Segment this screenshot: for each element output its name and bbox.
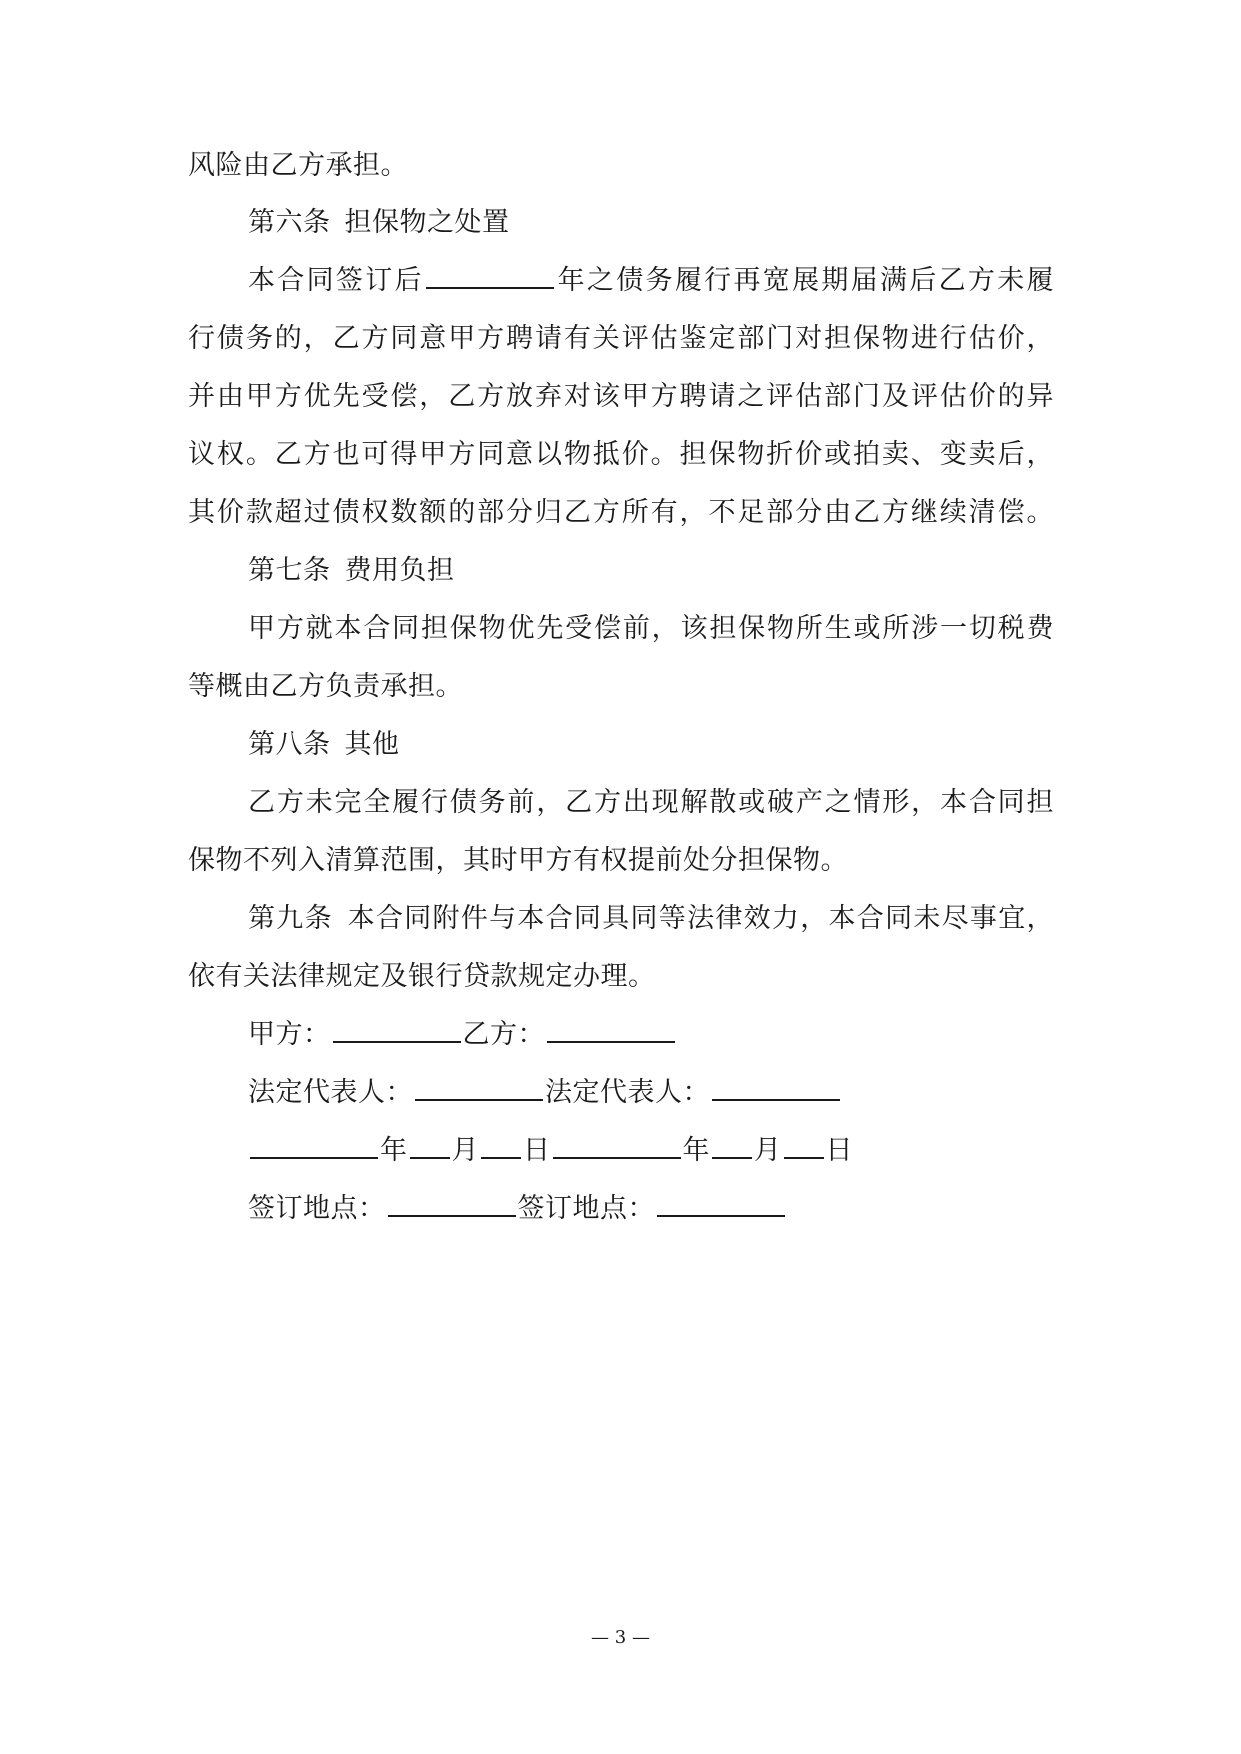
paragraph-line [188,957,1054,997]
legal-rep-a-blank [415,1075,543,1101]
month-label: 月 [451,1135,479,1166]
day-label: 日 [825,1135,853,1166]
article-8-heading [248,725,1054,765]
paragraph-line [188,377,1054,417]
signature-legal-reps [248,1073,1054,1113]
year-b-blank [553,1133,681,1159]
paragraph-line [188,841,1054,881]
legal-rep-a-label: 法定代表人： [248,1077,413,1108]
legal-rep-b-label: 法定代表人： [545,1077,710,1108]
text: 本合同签订后 [248,265,424,296]
paragraph-line [188,319,1054,359]
text: 保物不列入清算范围，其时甲方有权提前处分担保物。 [188,845,848,876]
day-a-blank [481,1133,521,1159]
text: 等概由乙方负责承担。 [188,671,463,702]
year-label: 年 [380,1135,408,1166]
text: 并由甲方优先受偿，乙方放弃对该甲方聘请之评估部门及评估价的异 [188,381,1054,412]
article-number: 第八条 [248,729,331,760]
signature-places [248,1189,1054,1229]
text: 年之债务履行再宽展期届满后乙方未履 [555,265,1055,296]
place-a-label: 签订地点： [248,1193,386,1224]
article-title: 其他 [344,729,400,760]
article-7-heading [248,551,1054,591]
signature-dates [248,1131,1054,1171]
text: 本合同附件与本合同具同等法律效力，本合同未尽事宜， [346,903,1055,934]
article-number: 第七条 [248,555,331,586]
text: 甲方就本合同担保物优先受偿前，该担保物所生或所涉一切税费 [248,613,1054,644]
legal-rep-b-blank [712,1075,840,1101]
party-a-blank [333,1017,461,1043]
text: 乙方未完全履行债务前，乙方出现解散或破产之情形，本合同担 [248,787,1054,818]
paragraph-line [188,146,1054,186]
paragraph-line [188,667,1054,707]
text: 依有关法律规定及银行贷款规定办理。 [188,961,656,992]
month-label: 月 [754,1135,782,1166]
text: 议权。乙方也可得甲方同意以物抵价。担保物折价或拍卖、变卖后， [188,439,1054,470]
year-label: 年 [682,1135,710,1166]
paragraph-line [248,261,1054,301]
party-b-label: 乙方： [462,1019,545,1050]
blank-field [426,263,554,289]
text: 风险由乙方承担。 [188,150,408,181]
month-b-blank [712,1133,752,1159]
paragraph-line [248,609,1054,649]
party-b-blank [547,1017,675,1043]
day-label: 日 [523,1135,551,1166]
article-title: 费用负担 [344,555,455,586]
paragraph-line [188,493,1054,533]
article-6-heading [248,203,1054,243]
signature-parties [248,1015,1054,1055]
paragraph-line [188,435,1054,475]
day-b-blank [784,1133,824,1159]
place-b-label: 签订地点： [517,1193,655,1224]
article-title: 担保物之处置 [344,207,510,238]
article-number: 第九条 [248,903,333,934]
place-b-blank [657,1191,785,1217]
text: 其价款超过债权数额的部分归乙方所有，不足部分由乙方继续清偿。 [188,497,1054,528]
party-a-label: 甲方： [248,1019,331,1050]
article-9-paragraph [248,899,1054,939]
place-a-blank [388,1191,516,1217]
article-number: 第六条 [248,207,331,238]
month-a-blank [410,1133,450,1159]
year-a-blank [250,1133,378,1159]
page-number: — 3 — [591,1627,650,1648]
paragraph-line [248,783,1054,823]
text: 行债务的，乙方同意甲方聘请有关评估鉴定部门对担保物进行估价， [188,323,1054,354]
